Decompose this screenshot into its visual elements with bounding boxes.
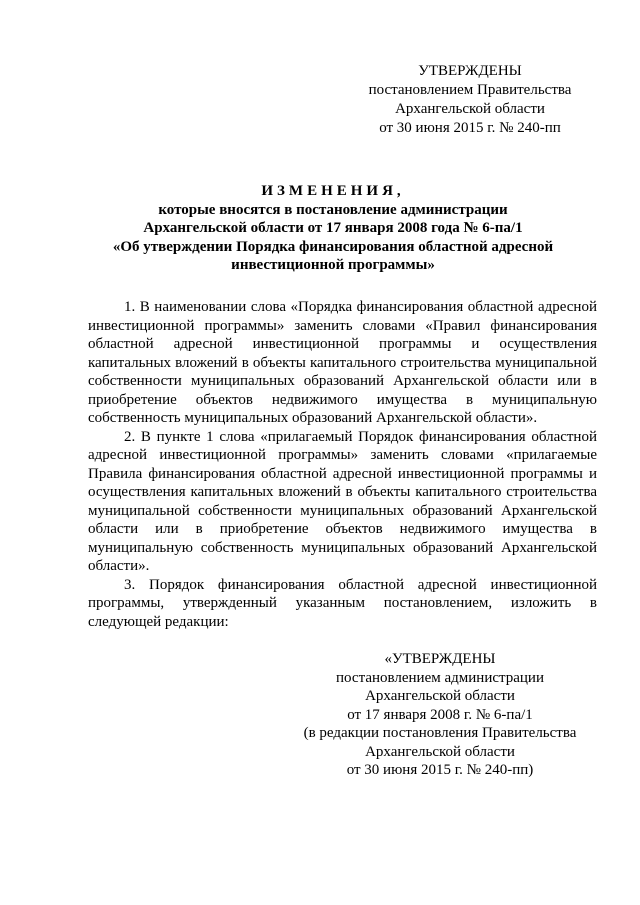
approval-stamp-quoted — [300, 650, 580, 780]
approval-bottom-line: Архангельской области — [365, 688, 515, 704]
approval-bottom-line: Архангельской области — [365, 743, 515, 760]
paragraph-1: 1. В наименовании слова «Порядка финансирования областной адресной инвестиционной программы» заменить словами «Правил финансирования областной адресной инвестиционной программы и осуществления капитальных вложений в объекты капитального строительства муниципальной собственности муниципальных образований Архангельской области или в приобретение объектов недвижимого имущества в муниципальную собственность муниципальных образований Архангельской области». — [88, 299, 597, 426]
approval-bottom-line: «УТВЕРЖДЕНЫ — [384, 651, 496, 667]
paragraph-2: 2. В пункте 1 слова «прилагаемый Порядок финансирования областной адресной инвестиционной программы» заменить словами «прилагаемые Правила финансирования областной адресной инвестиционной программы и осуществления капитальных вложений в объекты капитального строительства муниципальной собственности муниципальных образований Архангельской области или в приобретение объектов недвижимого имущества в муниципальную собственность муниципальных образований Архангельской области». — [88, 428, 597, 574]
approval-top-line: от 30 июня 2015 г. № 240-пп — [379, 120, 561, 136]
document-body — [88, 298, 597, 631]
approval-stamp-top — [360, 62, 580, 138]
approval-bottom-line: от 17 января 2008 г. № 6-па/1 — [347, 706, 533, 723]
approval-top-line: УТВЕРЖДЕНЫ — [418, 63, 522, 79]
title-line: инвестиционной программы» — [231, 257, 435, 273]
approval-bottom-line: от 30 июня 2015 г. № 240-пп) — [346, 762, 534, 778]
title-heading: ИЗМЕНЕНИЯ, — [261, 183, 405, 199]
approval-top-line: Архангельской области — [395, 101, 545, 117]
document-title — [88, 182, 578, 275]
title-line: Архангельской области от 17 января 2008 года № 6-па/1 — [143, 220, 523, 236]
paragraph-3: 3. Порядок финансирования областной адресной инвестиционной программы, утвержденный указанным постановлением, изложить в следующей редакции: — [88, 576, 597, 630]
title-line: «Об утверждении Порядка финансирования областной адресной — [112, 238, 554, 255]
approval-top-line: постановлением Правительства — [368, 82, 572, 98]
title-line: которые вносятся в постановление администрации — [158, 201, 508, 218]
approval-bottom-line: постановлением администрации — [336, 669, 544, 686]
approval-bottom-line: (в редакции постановления Правительства — [303, 725, 577, 741]
